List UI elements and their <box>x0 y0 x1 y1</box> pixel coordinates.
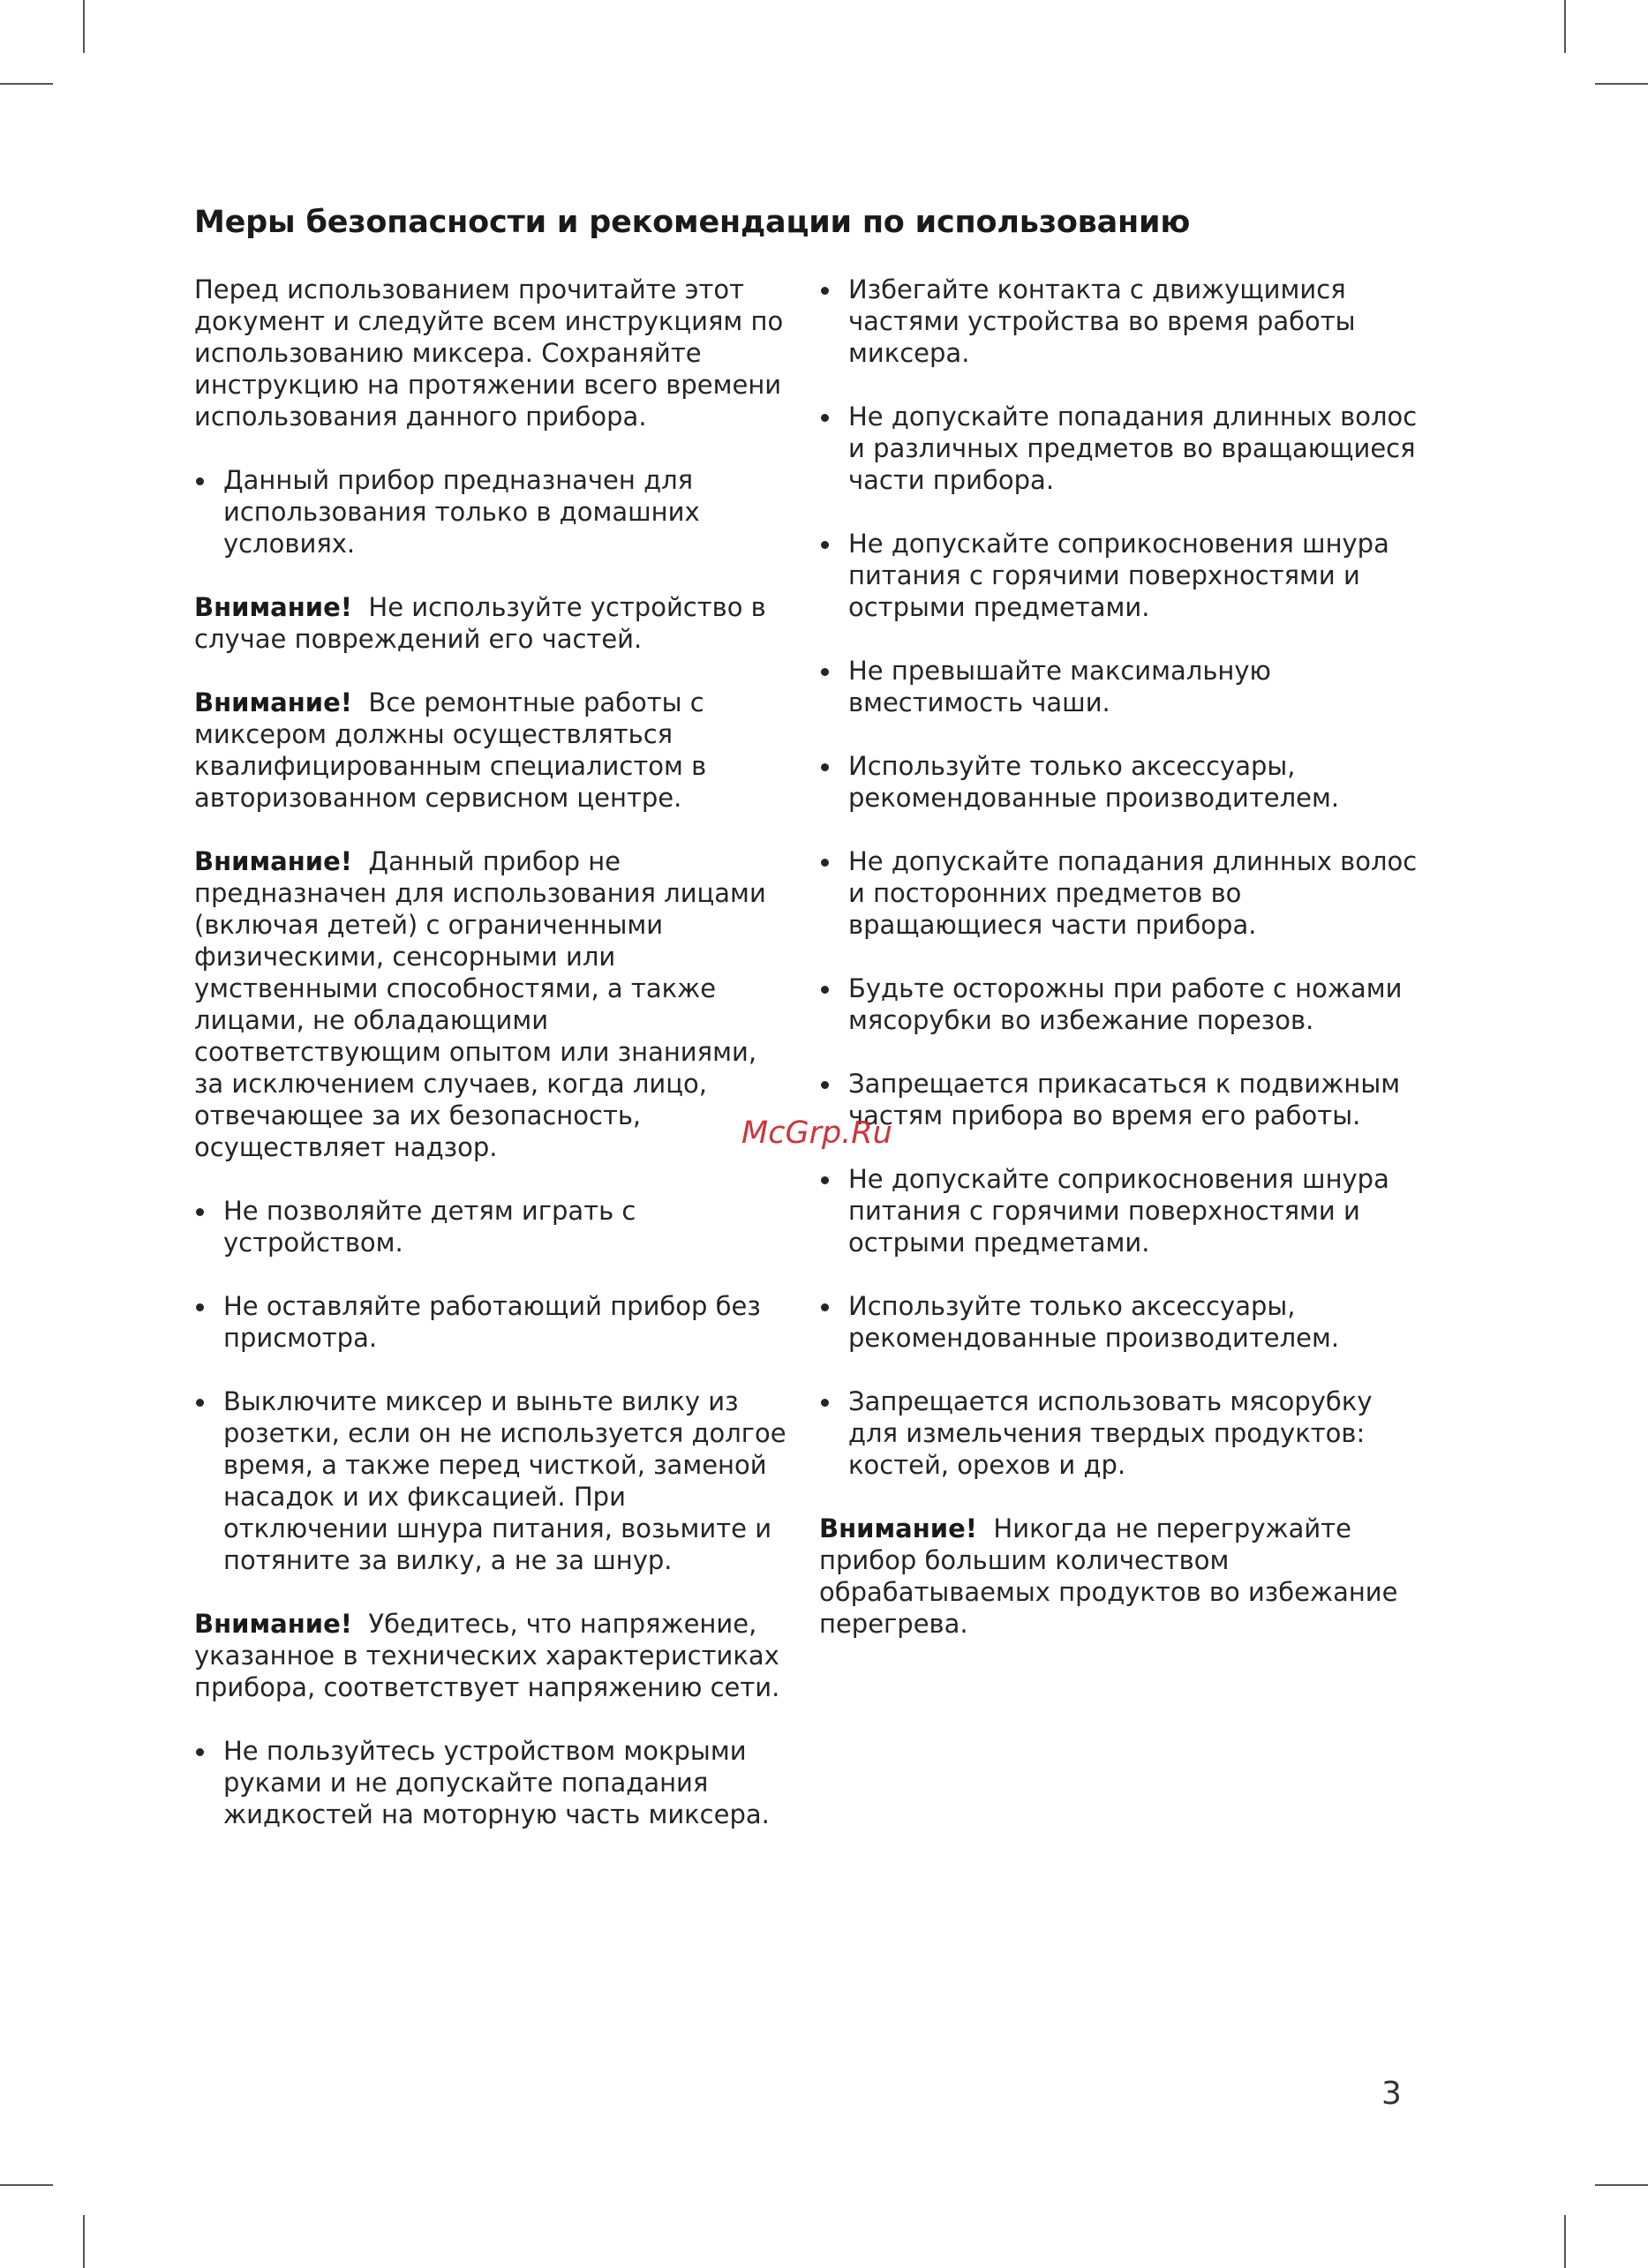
warning-paragraph <box>819 1513 1419 1640</box>
list-item: Избегайте контакта с движущимися частями устройства во время работы миксера. <box>819 274 1419 369</box>
list-item: Не допускайте соприкосновения шнура питания с горячими поверхностями и острыми предметами. <box>819 1163 1419 1258</box>
warning-paragraph <box>194 845 790 1163</box>
warning-paragraph <box>194 687 790 814</box>
list-item: Запрещается использовать мясорубку для измельчения твердых продуктов: костей, орехов и др. <box>819 1386 1419 1481</box>
right-column <box>819 274 1419 1671</box>
warning-paragraph <box>194 591 790 655</box>
warning-text: Все ремонтные работы с миксером должны осуществляться квалифицированным специалистом в авторизованном сервисном центре. <box>194 687 707 813</box>
list-item: Не превышайте максимальную вместимость чаши. <box>819 655 1419 718</box>
page-title: Меры безопасности и рекомендации по использованию <box>194 205 1191 240</box>
watermark: McGrp.Ru <box>741 1115 892 1151</box>
list-item: Не позволяйте детям играть с устройством. <box>194 1195 790 1258</box>
intro-paragraph: Перед использованием прочитайте этот документ и следуйте всем инструкциям по использованию миксера. Сохраняйте инструкцию на протяжении всего времени использования данного прибора. <box>194 274 784 432</box>
list-item: Будьте осторожны при работе с ножами мясорубки во избежание порезов. <box>819 973 1419 1036</box>
warning-label: Внимание! <box>194 1609 352 1639</box>
warning-label: Внимание! <box>194 846 352 876</box>
crop-mark <box>1595 83 1648 85</box>
warning-text: Убедитесь, что напряжение, указанное в технических характеристиках прибора, соответствует напряжению сети. <box>194 1609 780 1702</box>
crop-mark <box>83 0 85 53</box>
list-item: Не пользуйтесь устройством мокрыми руками и не допускайте попадания жидкостей на моторную часть миксера. <box>194 1735 790 1830</box>
list-item: Не допускайте попадания длинных волос и различных предметов во вращающиеся части прибора. <box>819 401 1419 496</box>
warning-paragraph <box>194 1608 790 1703</box>
list-item: Данный прибор предназначен для использования только в домашних условиях. <box>194 464 790 559</box>
crop-mark <box>0 83 53 85</box>
left-column <box>194 274 790 1862</box>
list-item: Используйте только аксессуары, рекомендованные производителем. <box>819 1290 1419 1354</box>
list-item: Не оставляйте работающий прибор без присмотра. <box>194 1290 790 1354</box>
crop-mark <box>83 2215 85 2268</box>
crop-mark <box>1595 2184 1648 2186</box>
warning-text: Никогда не перегружайте прибор большим количеством обрабатываемых продуктов во избежание перегрева. <box>819 1513 1398 1639</box>
list-item: Запрещается прикасаться к подвижным частям прибора во время его работы. <box>819 1068 1419 1131</box>
crop-mark <box>0 2184 53 2186</box>
warning-label: Внимание! <box>819 1513 977 1543</box>
list-item: Не допускайте соприкосновения шнура питания с горячими поверхностями и острыми предметами. <box>819 528 1419 623</box>
warning-text: Не используйте устройство в случае повреждений его частей. <box>194 592 766 654</box>
page-number: 3 <box>1381 2076 1402 2112</box>
crop-mark <box>1564 2215 1566 2268</box>
warning-text: Данный прибор не предназначен для использования лицами (включая детей) с ограниченными физическими, сенсорными или умственными способностями, а также лицами, не обладающими соответствующим опытом или знаниями, за исключением случаев, когда лицо, отвечающее за их безопасность, осуществляет надзор. <box>194 846 766 1162</box>
warning-label: Внимание! <box>194 592 352 622</box>
list-item: Выключите миксер и выньте вилку из розетки, если он не используется долгое время, а также перед чисткой, заменой насадок и их фиксацией. При отключении шнура питания, возьмите и потяните за вилку, а не за шнур. <box>194 1386 790 1576</box>
crop-mark <box>1564 0 1566 53</box>
list-item: Используйте только аксессуары, рекомендованные производителем. <box>819 750 1419 814</box>
warning-label: Внимание! <box>194 687 352 717</box>
list-item: Не допускайте попадания длинных волос и посторонних предметов во вращающиеся части прибора. <box>819 845 1419 941</box>
